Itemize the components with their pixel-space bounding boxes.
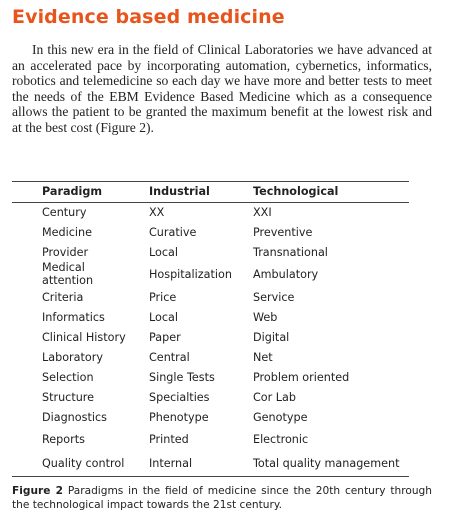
figure-label: Figure 2 xyxy=(12,485,63,497)
table-cell: XX xyxy=(149,206,165,219)
table-cell: Central xyxy=(149,351,190,364)
table-cell: Medical attention xyxy=(42,261,94,287)
table-header-technological: Technological xyxy=(253,185,339,198)
table-cell: Criteria xyxy=(42,291,84,304)
table-cell: Selection xyxy=(42,371,94,384)
table-bottom-rule xyxy=(12,476,409,477)
table-cell: Curative xyxy=(149,226,197,239)
table-cell: Quality control xyxy=(42,457,125,470)
body-paragraph: In this new era in the field of Clinical Laboratories we have advanced at an accelerated pace by incorporating automation, cybernetics, informatics, robotics and telemedicine so each day we have more and better tests to meet the needs of the EBM Evidence Based Medicine which as a consequence allows the patient to be granted the maximum benefit at the lowest risk and at the best cost (Figure 2). xyxy=(12,42,432,135)
table-header-rule xyxy=(12,202,409,203)
table-cell: Provider xyxy=(42,246,89,259)
table-cell: Local xyxy=(149,246,178,259)
table-cell: Hospitalization xyxy=(149,268,232,281)
table-cell: Specialties xyxy=(149,391,210,404)
table-cell: Web xyxy=(253,311,278,324)
table-cell: Informatics xyxy=(42,311,105,324)
table-cell: Phenotype xyxy=(149,411,209,424)
table-cell: Electronic xyxy=(253,433,309,446)
table-cell: Laboratory xyxy=(42,351,103,364)
table-cell: Reports xyxy=(42,433,85,446)
table-cell: XXI xyxy=(253,206,272,219)
table-cell: Cor Lab xyxy=(253,391,297,404)
table-cell: Medicine xyxy=(42,226,92,239)
table-cell: Genotype xyxy=(253,411,308,424)
table-cell: Printed xyxy=(149,433,189,446)
table-top-rule xyxy=(12,181,409,182)
table-cell: Price xyxy=(149,291,177,304)
table-header-paradigm: Paradigm xyxy=(42,185,103,198)
table-cell: Digital xyxy=(253,331,290,344)
table-cell: Diagnostics xyxy=(42,411,107,424)
table-cell: Structure xyxy=(42,391,95,404)
figure-caption xyxy=(12,484,432,512)
table-cell: Preventive xyxy=(253,226,313,239)
table-cell: Transnational xyxy=(253,246,328,259)
table-cell: Internal xyxy=(149,457,193,470)
table-cell: Clinical History xyxy=(42,331,126,344)
table-cell: Total quality management xyxy=(253,457,400,470)
table-header-industrial: Industrial xyxy=(149,185,210,198)
table-cell: Century xyxy=(42,206,87,219)
figure-caption-text: Paradigms in the field of medicine since the 20th century through the technological impact towards the 21st century. xyxy=(12,485,432,511)
table-cell: Single Tests xyxy=(149,371,215,384)
table-cell: Ambulatory xyxy=(253,268,319,281)
table-cell: Service xyxy=(253,291,295,304)
table-cell: Local xyxy=(149,311,178,324)
table-cell: Problem oriented xyxy=(253,371,350,384)
table-cell: Paper xyxy=(149,331,181,344)
table-cell: Net xyxy=(253,351,273,364)
section-heading: Evidence based medicine xyxy=(12,6,285,28)
